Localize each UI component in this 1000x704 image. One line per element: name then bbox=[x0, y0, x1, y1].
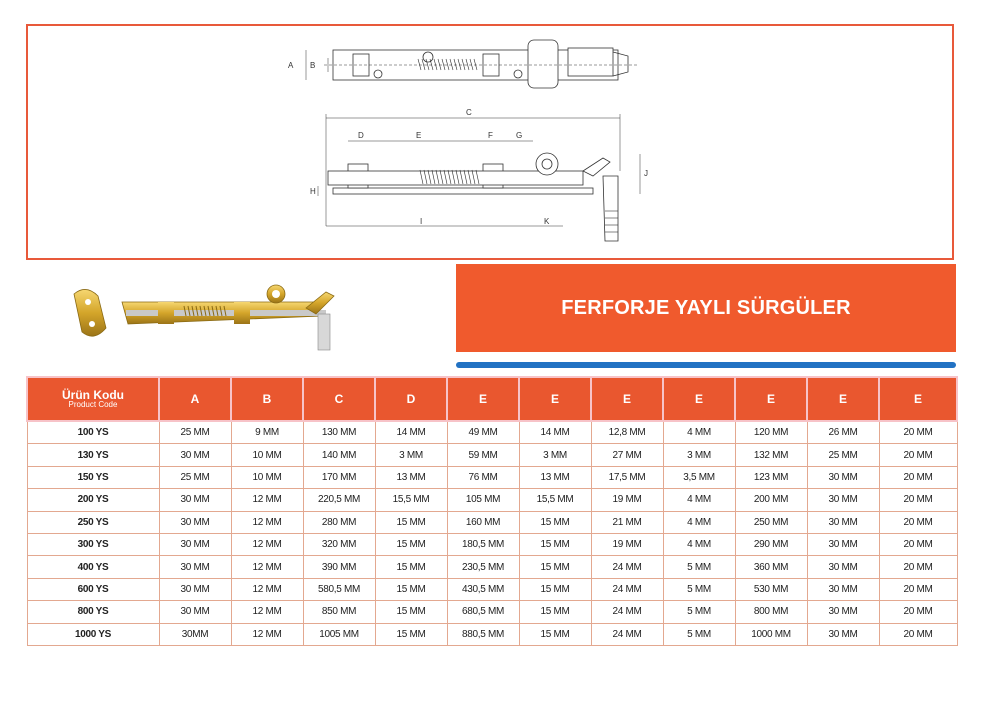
table-cell: 19 MM bbox=[591, 533, 663, 555]
dim-label-c: C bbox=[466, 108, 472, 117]
table-cell: 12 MM bbox=[231, 511, 303, 533]
product-code-cell: 150 YS bbox=[27, 466, 159, 488]
table-cell: 15 MM bbox=[519, 623, 591, 645]
table-cell: 12 MM bbox=[231, 533, 303, 555]
table-cell: 59 MM bbox=[447, 444, 519, 466]
table-cell: 4 MM bbox=[663, 421, 735, 444]
product-code-cell: 100 YS bbox=[27, 421, 159, 444]
table-cell: 15 MM bbox=[375, 601, 447, 623]
table-cell: 5 MM bbox=[663, 556, 735, 578]
table-cell: 30 MM bbox=[159, 578, 231, 600]
table-cell: 76 MM bbox=[447, 466, 519, 488]
table-cell: 5 MM bbox=[663, 601, 735, 623]
table-cell: 19 MM bbox=[591, 489, 663, 511]
dim-label-f: F bbox=[488, 131, 493, 140]
table-cell: 13 MM bbox=[519, 466, 591, 488]
header-code-main: Ürün Kodu bbox=[62, 387, 124, 402]
table-cell: 105 MM bbox=[447, 489, 519, 511]
dim-label-g: G bbox=[516, 131, 523, 140]
table-cell: 3 MM bbox=[663, 444, 735, 466]
table-cell: 280 MM bbox=[303, 511, 375, 533]
table-cell: 290 MM bbox=[735, 533, 807, 555]
table-cell: 250 MM bbox=[735, 511, 807, 533]
table-cell: 24 MM bbox=[591, 623, 663, 645]
table-cell: 800 MM bbox=[735, 601, 807, 623]
header-col: E bbox=[519, 377, 591, 421]
table-cell: 25 MM bbox=[159, 466, 231, 488]
table-row bbox=[27, 489, 957, 511]
table-cell: 20 MM bbox=[879, 511, 957, 533]
table-cell: 160 MM bbox=[447, 511, 519, 533]
table-cell: 5 MM bbox=[663, 623, 735, 645]
header-col: E bbox=[879, 377, 957, 421]
table-cell: 14 MM bbox=[519, 421, 591, 444]
table-cell: 200 MM bbox=[735, 489, 807, 511]
spec-table bbox=[26, 376, 958, 646]
table-cell: 230,5 MM bbox=[447, 556, 519, 578]
header-col: E bbox=[735, 377, 807, 421]
header-col: D bbox=[375, 377, 447, 421]
table-cell: 530 MM bbox=[735, 578, 807, 600]
table-cell: 20 MM bbox=[879, 421, 957, 444]
table-cell: 20 MM bbox=[879, 623, 957, 645]
table-cell: 850 MM bbox=[303, 601, 375, 623]
table-cell: 12 MM bbox=[231, 623, 303, 645]
table-cell: 360 MM bbox=[735, 556, 807, 578]
table-cell: 15 MM bbox=[375, 533, 447, 555]
table-cell: 12 MM bbox=[231, 601, 303, 623]
table-cell: 220,5 MM bbox=[303, 489, 375, 511]
table-cell: 25 MM bbox=[159, 421, 231, 444]
table-cell: 30 MM bbox=[807, 533, 879, 555]
dim-label-j: J bbox=[644, 169, 648, 178]
table-cell: 30 MM bbox=[807, 601, 879, 623]
table-cell: 20 MM bbox=[879, 601, 957, 623]
header-col: E bbox=[807, 377, 879, 421]
product-code-cell: 600 YS bbox=[27, 578, 159, 600]
table-cell: 10 MM bbox=[231, 466, 303, 488]
table-row bbox=[27, 421, 957, 444]
table-cell: 12 MM bbox=[231, 556, 303, 578]
header-col: A bbox=[159, 377, 231, 421]
table-cell: 120 MM bbox=[735, 421, 807, 444]
table-cell: 24 MM bbox=[591, 578, 663, 600]
product-code-cell: 130 YS bbox=[27, 444, 159, 466]
table-cell: 30 MM bbox=[807, 466, 879, 488]
header-col: B bbox=[231, 377, 303, 421]
table-cell: 10 MM bbox=[231, 444, 303, 466]
table-row bbox=[27, 623, 957, 645]
table-row bbox=[27, 578, 957, 600]
table-cell: 170 MM bbox=[303, 466, 375, 488]
table-cell: 9 MM bbox=[231, 421, 303, 444]
table-cell: 30 MM bbox=[159, 601, 231, 623]
table-cell: 15,5 MM bbox=[375, 489, 447, 511]
technical-drawing bbox=[26, 24, 954, 260]
dim-label-d: D bbox=[358, 131, 364, 140]
table-cell: 15 MM bbox=[375, 578, 447, 600]
table-cell: 15 MM bbox=[375, 556, 447, 578]
product-code-cell: 400 YS bbox=[27, 556, 159, 578]
table-cell: 15 MM bbox=[519, 511, 591, 533]
dim-label-i: I bbox=[420, 217, 423, 226]
accent-divider bbox=[456, 362, 956, 368]
table-cell: 4 MM bbox=[663, 489, 735, 511]
table-cell: 15 MM bbox=[375, 623, 447, 645]
table-cell: 3,5 MM bbox=[663, 466, 735, 488]
table-cell: 4 MM bbox=[663, 533, 735, 555]
table-cell: 14 MM bbox=[375, 421, 447, 444]
page-title: FERFORJE YAYLI SÜRGÜLER bbox=[561, 296, 851, 319]
table-cell: 12 MM bbox=[231, 489, 303, 511]
table-cell: 20 MM bbox=[879, 489, 957, 511]
table-cell: 12 MM bbox=[231, 578, 303, 600]
table-cell: 180,5 MM bbox=[447, 533, 519, 555]
table-cell: 12,8 MM bbox=[591, 421, 663, 444]
header-col: E bbox=[591, 377, 663, 421]
table-cell: 30MM bbox=[159, 623, 231, 645]
table-cell: 24 MM bbox=[591, 601, 663, 623]
table-cell: 580,5 MM bbox=[303, 578, 375, 600]
table-cell: 30 MM bbox=[159, 511, 231, 533]
dim-label-b: B bbox=[310, 61, 316, 70]
table-cell: 20 MM bbox=[879, 444, 957, 466]
dim-label-a: A bbox=[288, 61, 294, 70]
table-cell: 30 MM bbox=[807, 556, 879, 578]
table-cell: 20 MM bbox=[879, 556, 957, 578]
table-cell: 17,5 MM bbox=[591, 466, 663, 488]
table-row bbox=[27, 556, 957, 578]
table-cell: 15 MM bbox=[519, 533, 591, 555]
bolt-diagram bbox=[28, 26, 956, 262]
table-cell: 30 MM bbox=[159, 489, 231, 511]
table-cell: 130 MM bbox=[303, 421, 375, 444]
table-cell: 15 MM bbox=[375, 511, 447, 533]
table-cell: 25 MM bbox=[807, 444, 879, 466]
dim-label-k: K bbox=[544, 217, 550, 226]
dim-label-h: H bbox=[310, 187, 316, 196]
table-cell: 30 MM bbox=[807, 511, 879, 533]
table-cell: 30 MM bbox=[159, 533, 231, 555]
table-cell: 15 MM bbox=[519, 578, 591, 600]
table-cell: 21 MM bbox=[591, 511, 663, 533]
table-row bbox=[27, 533, 957, 555]
table-cell: 20 MM bbox=[879, 533, 957, 555]
table-header-row bbox=[27, 377, 957, 421]
table-cell: 15 MM bbox=[519, 601, 591, 623]
header-col: C bbox=[303, 377, 375, 421]
table-cell: 30 MM bbox=[807, 489, 879, 511]
table-cell: 20 MM bbox=[879, 466, 957, 488]
table-row bbox=[27, 601, 957, 623]
table-cell: 49 MM bbox=[447, 421, 519, 444]
table-cell: 3 MM bbox=[519, 444, 591, 466]
side-view-plate bbox=[333, 188, 593, 194]
product-photo bbox=[66, 276, 356, 360]
table-cell: 30 MM bbox=[159, 444, 231, 466]
table-cell: 3 MM bbox=[375, 444, 447, 466]
table-cell: 24 MM bbox=[591, 556, 663, 578]
table-cell: 15 MM bbox=[519, 556, 591, 578]
table-cell: 430,5 MM bbox=[447, 578, 519, 600]
header-col: E bbox=[663, 377, 735, 421]
dim-label-e: E bbox=[416, 131, 422, 140]
table-cell: 30 MM bbox=[159, 556, 231, 578]
table-cell: 132 MM bbox=[735, 444, 807, 466]
table-cell: 1000 MM bbox=[735, 623, 807, 645]
product-code-cell: 200 YS bbox=[27, 489, 159, 511]
product-code-cell: 300 YS bbox=[27, 533, 159, 555]
table-row bbox=[27, 466, 957, 488]
header-col: E bbox=[447, 377, 519, 421]
table-cell: 30 MM bbox=[807, 578, 879, 600]
title-banner bbox=[456, 264, 956, 352]
table-cell: 140 MM bbox=[303, 444, 375, 466]
table-cell: 320 MM bbox=[303, 533, 375, 555]
table-row bbox=[27, 511, 957, 533]
table-cell: 13 MM bbox=[375, 466, 447, 488]
table-cell: 26 MM bbox=[807, 421, 879, 444]
table-row bbox=[27, 444, 957, 466]
table-cell: 123 MM bbox=[735, 466, 807, 488]
table-cell: 4 MM bbox=[663, 511, 735, 533]
table-cell: 30 MM bbox=[807, 623, 879, 645]
table-cell: 680,5 MM bbox=[447, 601, 519, 623]
table-cell: 5 MM bbox=[663, 578, 735, 600]
table-cell: 880,5 MM bbox=[447, 623, 519, 645]
table-cell: 390 MM bbox=[303, 556, 375, 578]
table-cell: 20 MM bbox=[879, 578, 957, 600]
table-cell: 1005 MM bbox=[303, 623, 375, 645]
header-product-code bbox=[27, 377, 159, 421]
table-cell: 15,5 MM bbox=[519, 489, 591, 511]
product-code-cell: 800 YS bbox=[27, 601, 159, 623]
product-code-cell: 250 YS bbox=[27, 511, 159, 533]
header-code-sub: Product Code bbox=[68, 400, 118, 410]
table-cell: 27 MM bbox=[591, 444, 663, 466]
product-code-cell: 1000 YS bbox=[27, 623, 159, 645]
